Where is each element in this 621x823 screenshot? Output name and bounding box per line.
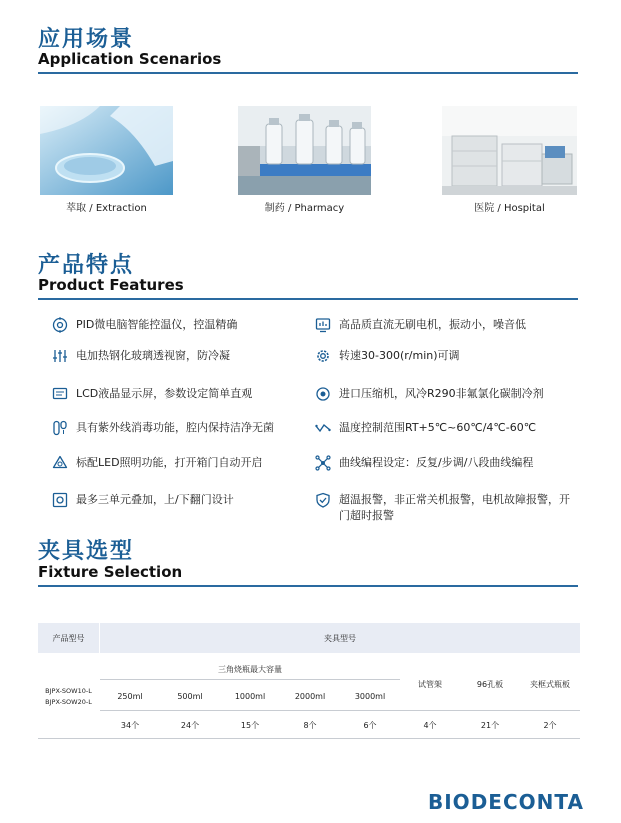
table-group-flask: 三角烧瓶最大容量 (218, 665, 282, 674)
feature-item: 温度控制范围RT+5℃~60℃/4℃-60℃ (315, 420, 580, 436)
section-rule (38, 72, 578, 74)
table-column-header: 夹框式瓶板 (530, 680, 570, 689)
scenario-caption: 制药 / Pharmacy (264, 203, 345, 214)
feature-item: 电加热钢化玻璃透视窗，防冷凝 (52, 348, 302, 364)
target-icon (52, 317, 68, 333)
feature-item: 具有紫外线消毒功能，腔内保持洁净无菌 (52, 420, 302, 436)
temperature-curve-icon (315, 420, 331, 436)
uv-lamp-icon (52, 420, 68, 436)
compressor-icon (315, 386, 331, 402)
feature-item: 最多三单元叠加，上/下翻门设计 (52, 492, 302, 508)
table-column-header: 96孔板 (476, 680, 504, 689)
table-divider (100, 679, 400, 680)
table-cell: 34个 (120, 721, 140, 730)
brand-logo: BIODECONTA (428, 790, 584, 814)
feature-item: LCD液晶显示屏，参数设定简单直观 (52, 386, 302, 402)
model-name: BJPX-SOW20-L (45, 698, 92, 706)
table-header-fixture: 夹具型号 (324, 634, 356, 643)
table-column-header: 500ml (177, 692, 203, 701)
feature-item: 标配LED照明功能，打开箱门自动开启 (52, 455, 302, 471)
network-icon (315, 455, 331, 471)
scenario-caption: 萃取 / Extraction (66, 203, 147, 214)
features-title-en: Product Features (38, 276, 184, 294)
monitor-chart-icon (315, 317, 331, 333)
pharmacy-vials-photo (238, 106, 371, 195)
scenario-caption: 医院 / Hospital (474, 203, 545, 214)
section-rule (38, 298, 578, 300)
table-cell: 4个 (423, 721, 437, 730)
table-cell: 21个 (480, 721, 500, 730)
table-column-header: 250ml (117, 692, 143, 701)
fixture-title-en: Fixture Selection (38, 563, 183, 581)
table-header-product: 产品型号 (52, 634, 85, 643)
table-column-header: 2000ml (294, 692, 326, 701)
feature-item: PID微电脑智能控温仪，控温精确 (52, 317, 302, 333)
table-cell: 2个 (543, 721, 557, 730)
table-column-header: 1000ml (234, 692, 266, 701)
feature-item: 超温报警，非正常关机报警，电机故障报警，开门超时报警 (315, 492, 580, 524)
table-column-header: 3000ml (354, 692, 386, 701)
display-icon (52, 386, 68, 402)
gear-icon (315, 348, 331, 364)
table-cell: 15个 (240, 721, 260, 730)
scenario-photo-pharmacy (238, 106, 371, 195)
table-models (38, 686, 99, 708)
table-cell: 8个 (303, 721, 317, 730)
features-title-cn: 产品特点 (38, 253, 135, 278)
table-divider (100, 710, 580, 711)
shield-check-icon (315, 492, 331, 508)
table-column-header: 试管架 (418, 680, 442, 689)
table-divider (38, 738, 580, 739)
feature-item: 进口压缩机，风冷R290非氟氯化碳制冷剂 (315, 386, 580, 402)
scenario-photo-extraction (40, 106, 173, 195)
hospital-lab-photo (442, 106, 577, 195)
stack-icon (52, 492, 68, 508)
scenarios-title-en: Application Scenarios (38, 50, 222, 68)
feature-item: 转速30-300(r/min)可调 (315, 348, 580, 364)
scenario-photo-hospital (442, 106, 577, 195)
section-rule (38, 585, 578, 587)
feature-item: 高品质直流无刷电机，振动小，噪音低 (315, 317, 580, 333)
feature-item: 曲线编程设定：反复/步调/八段曲线编程 (315, 455, 580, 471)
lab-extraction-photo (40, 106, 173, 195)
table-cell: 6个 (363, 721, 377, 730)
fixture-title-cn: 夹具选型 (38, 539, 135, 564)
sliders-icon (52, 348, 68, 364)
model-name: BJPX-SOW10-L (45, 687, 92, 695)
table-cell: 24个 (180, 721, 200, 730)
scenarios-title-cn: 应用场景 (38, 27, 135, 52)
light-icon (52, 455, 68, 471)
